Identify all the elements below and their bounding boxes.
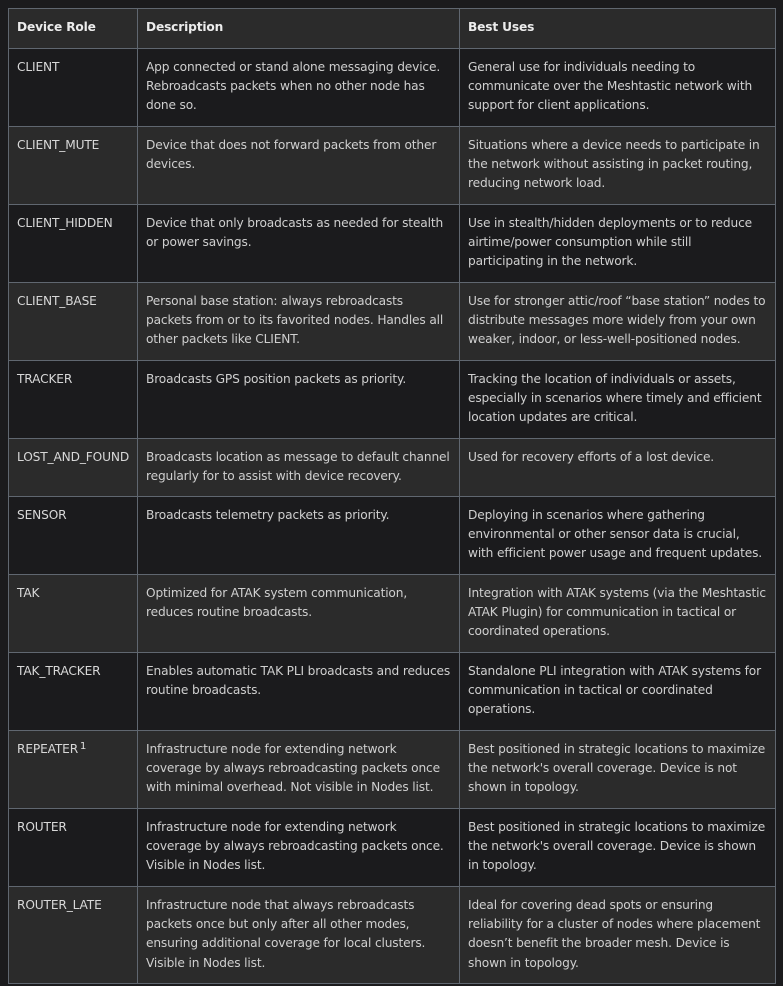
role-name: LOST_AND_FOUND	[17, 450, 130, 464]
table-header-row	[9, 9, 776, 49]
role-name: ROUTER_LATE	[17, 898, 102, 912]
best-uses-cell: Best positioned in strategic locations to maximize the network's overall coverage. Device is shown in topology.	[460, 809, 776, 887]
role-cell	[9, 497, 138, 575]
role-name: CLIENT	[17, 60, 60, 74]
best-uses-cell: Integration with ATAK systems (via the Meshtastic ATAK Plugin) for communication in tactical or coordinated operations.	[460, 575, 776, 653]
best-uses-cell: Standalone PLI integration with ATAK systems for communication in tactical or coordinated operations.	[460, 653, 776, 731]
description-cell: Optimized for ATAK system communication, reduces routine broadcasts.	[138, 575, 460, 653]
role-cell	[9, 439, 138, 497]
role-name: CLIENT_MUTE	[17, 138, 100, 152]
best-uses-cell: Use for stronger attic/roof “base station” nodes to distribute messages more widely from your own weaker, indoor, or less-well-positioned nodes.	[460, 283, 776, 361]
header-description: Description	[138, 9, 460, 49]
table-row	[9, 283, 776, 361]
best-uses-cell: Used for recovery efforts of a lost device.	[460, 439, 776, 497]
table-row	[9, 361, 776, 439]
description-cell: Infrastructure node that always rebroadcasts packets once but only after all other modes, ensuring additional coverage for local clusters. Visible in Nodes list.	[138, 887, 460, 984]
table-row	[9, 497, 776, 575]
role-name: CLIENT_BASE	[17, 294, 97, 308]
description-cell: Device that only broadcasts as needed for stealth or power savings.	[138, 205, 460, 283]
description-cell: Device that does not forward packets from other devices.	[138, 127, 460, 205]
description-cell: Enables automatic TAK PLI broadcasts and reduces routine broadcasts.	[138, 653, 460, 731]
device-roles-table	[8, 8, 776, 984]
role-cell	[9, 809, 138, 887]
description-cell: Personal base station: always rebroadcasts packets from or to its favorited nodes. Handles all other packets like CLIENT.	[138, 283, 460, 361]
header-best-uses: Best Uses	[460, 9, 776, 49]
description-cell: Broadcasts GPS position packets as priority.	[138, 361, 460, 439]
role-cell	[9, 731, 138, 809]
role-cell	[9, 887, 138, 984]
table-row	[9, 205, 776, 283]
role-cell	[9, 283, 138, 361]
table-row	[9, 887, 776, 984]
role-cell	[9, 653, 138, 731]
best-uses-cell: General use for individuals needing to communicate over the Meshtastic network with support for client applications.	[460, 49, 776, 127]
table-row	[9, 49, 776, 127]
role-name: REPEATER	[17, 742, 79, 756]
table-row	[9, 809, 776, 887]
role-cell	[9, 49, 138, 127]
best-uses-cell: Situations where a device needs to participate in the network without assisting in packet routing, reducing network load.	[460, 127, 776, 205]
description-cell: Infrastructure node for extending network coverage by always rebroadcasting packets once with minimal overhead. Not visible in Nodes list.	[138, 731, 460, 809]
description-cell: App connected or stand alone messaging device. Rebroadcasts packets when no other node has done so.	[138, 49, 460, 127]
best-uses-cell: Ideal for covering dead spots or ensuring reliability for a cluster of nodes where placement doesn’t benefit the broader mesh. Device is shown in topology.	[460, 887, 776, 984]
role-name: TAK	[17, 586, 40, 600]
role-cell	[9, 361, 138, 439]
table-row	[9, 731, 776, 809]
role-name: SENSOR	[17, 508, 67, 522]
best-uses-cell: Deploying in scenarios where gathering environmental or other sensor data is crucial, with efficient power usage and frequent updates.	[460, 497, 776, 575]
table-row	[9, 575, 776, 653]
table-row	[9, 127, 776, 205]
description-cell: Infrastructure node for extending network coverage by always rebroadcasting packets once. Visible in Nodes list.	[138, 809, 460, 887]
role-cell	[9, 575, 138, 653]
role-name: CLIENT_HIDDEN	[17, 216, 113, 230]
role-name: ROUTER	[17, 820, 67, 834]
role-cell	[9, 127, 138, 205]
table-row	[9, 439, 776, 497]
table-row	[9, 653, 776, 731]
description-cell: Broadcasts location as message to default channel regularly for to assist with device recovery.	[138, 439, 460, 497]
best-uses-cell: Tracking the location of individuals or assets, especially in scenarios where timely and efficient location updates are critical.	[460, 361, 776, 439]
footnote-reference-link[interactable]: 1	[80, 741, 87, 752]
role-name: TRACKER	[17, 372, 73, 386]
role-cell	[9, 205, 138, 283]
description-cell: Broadcasts telemetry packets as priority.	[138, 497, 460, 575]
best-uses-cell: Best positioned in strategic locations to maximize the network's overall coverage. Device is not shown in topology.	[460, 731, 776, 809]
header-device-role: Device Role	[9, 9, 138, 49]
best-uses-cell: Use in stealth/hidden deployments or to reduce airtime/power consumption while still participating in the network.	[460, 205, 776, 283]
role-name: TAK_TRACKER	[17, 664, 101, 678]
